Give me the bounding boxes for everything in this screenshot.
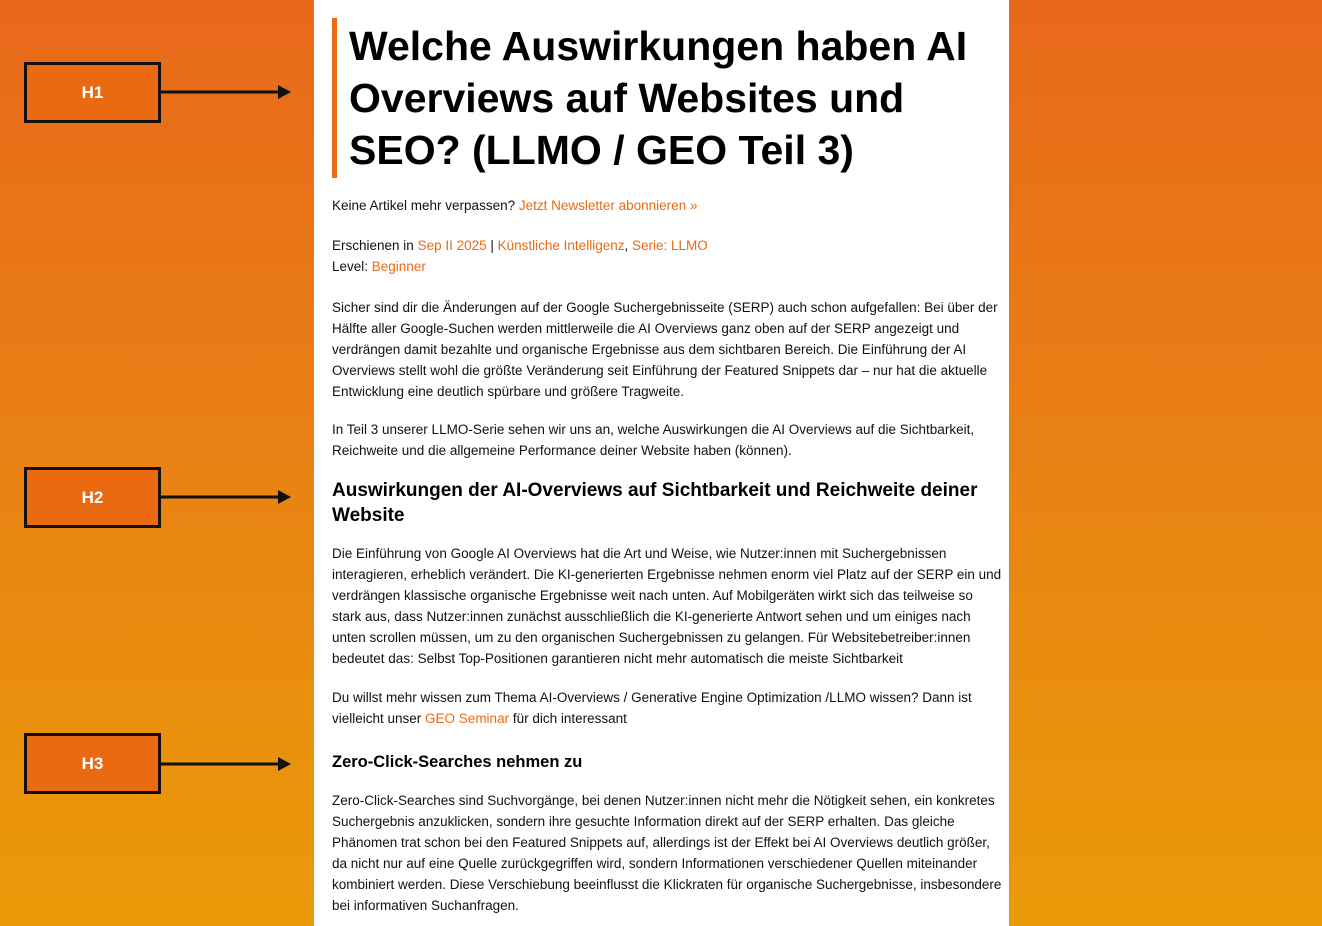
section-heading-h2: Auswirkungen der AI-Overviews auf Sichtbarkeit und Reichweite deiner Website bbox=[332, 480, 978, 526]
seminar-paragraph bbox=[332, 687, 1004, 729]
article-title: Welche Auswirkungen haben AI Overviews auf Websites und SEO? (LLMO / GEO Teil 3) bbox=[349, 23, 968, 173]
article-panel bbox=[314, 0, 1009, 926]
newsletter-text: Keine Artikel mehr verpassen? bbox=[332, 198, 519, 213]
intro-paragraph-1: Sicher sind dir die Änderungen auf der Google Suchergebnisseite (SERP) auch schon aufgefallen: Bei über der Hälfte aller Google-Suchen werden mittlerweile die AI Overviews ganz oben auf der SERP angezeigt und verdrängen damit bezahlte und organische Ergebnisse aus dem sichtbaren Bereich. Die Einführung der AI Overviews stellt wohl die größte Veränderung seit Einführung der Featured Snippets dar – nur hat die aktuelle Entwicklung eine deutlich spürbare und größere Tragweite. bbox=[332, 300, 998, 399]
h1-annotation-label: H1 bbox=[81, 82, 104, 102]
newsletter-link[interactable]: Jetzt Newsletter abonnieren » bbox=[518, 198, 698, 213]
h2-annotation-tag bbox=[24, 467, 161, 528]
issue-date-link[interactable]: Sep II 2025 bbox=[417, 238, 487, 253]
meta-separator: | bbox=[486, 238, 498, 253]
h1-arrow-icon bbox=[160, 84, 292, 100]
category-link[interactable]: Künstliche Intelligenz bbox=[497, 238, 625, 253]
level-prefix: Level: bbox=[332, 259, 372, 274]
section-paragraph-1: Die Einführung von Google AI Overviews hat die Art und Weise, wie Nutzer:innen mit Suchergebnissen interagieren, erheblich verändert. Die KI-generierten Ergebnisse nehmen enorm viel Platz auf der SERP ein und verdrängen klassische organische Ergebnisse weit nach unten. Auf Mobilgeräten wirkt sich das teilweise so stark aus, dass Nutzer:innen zunächst ausschließlich die KI-generierte Antwort sehen und um einiges nach unten scrollen müssen, um zu den organischen Suchergebnissen zu gelangen. Für Websitebetreiber:innen bedeutet das: Selbst Top-Positionen garantieren nicht mehr automatisch die meiste Sichtbarkeit bbox=[332, 546, 1002, 666]
h2-arrow-icon bbox=[160, 489, 292, 505]
geo-seminar-link[interactable]: GEO Seminar bbox=[425, 711, 510, 726]
level-link[interactable]: Beginner bbox=[371, 259, 426, 274]
published-prefix: Erschienen in bbox=[332, 238, 418, 253]
article-title-block bbox=[332, 18, 992, 178]
series-link[interactable]: Serie: LLMO bbox=[631, 238, 708, 253]
h3-arrow-icon bbox=[160, 756, 292, 772]
newsletter-line bbox=[332, 195, 1004, 216]
seminar-text-after: für dich interessant bbox=[509, 711, 627, 726]
article-meta bbox=[332, 235, 1004, 277]
section-heading-h3: Zero-Click-Searches nehmen zu bbox=[332, 753, 583, 771]
h2-annotation-label: H2 bbox=[81, 487, 104, 507]
intro-paragraph-2: In Teil 3 unserer LLMO-Serie sehen wir uns an, welche Auswirkungen die AI Overviews auf die Sichtbarkeit, Reichweite und die allgemeine Performance deiner Website haben (können). bbox=[332, 422, 975, 458]
meta-comma: , bbox=[624, 238, 632, 253]
seminar-text-before: Du willst mehr wissen zum Thema AI-Overviews / Generative Engine Optimization /LLMO wissen? Dann ist vielleicht unser bbox=[332, 690, 972, 726]
h3-annotation-tag bbox=[24, 733, 161, 794]
h1-annotation-tag bbox=[24, 62, 161, 123]
h3-annotation-label: H3 bbox=[81, 753, 104, 773]
section-paragraph-2: Zero-Click-Searches sind Suchvorgänge, bei denen Nutzer:innen nicht mehr die Nötigkeit sehen, ein konkretes Suchergebnis anzuklicken, sondern ihre gesuchte Information direkt auf der SERP erhalten. Das gleiche Phänomen trat schon bei den Featured Snippets auf, allerdings ist der Effekt bei AI Overviews deutlich größer, da nicht nur auf eine Quelle zurückgegriffen wird, sondern Informationen verschiedener Quellen miteinander kombiniert werden. Diese Verschiebung beeinflusst die Klickraten für organische Suchergebnisse, insbesondere bei informativen Suchanfragen. bbox=[332, 793, 1002, 913]
